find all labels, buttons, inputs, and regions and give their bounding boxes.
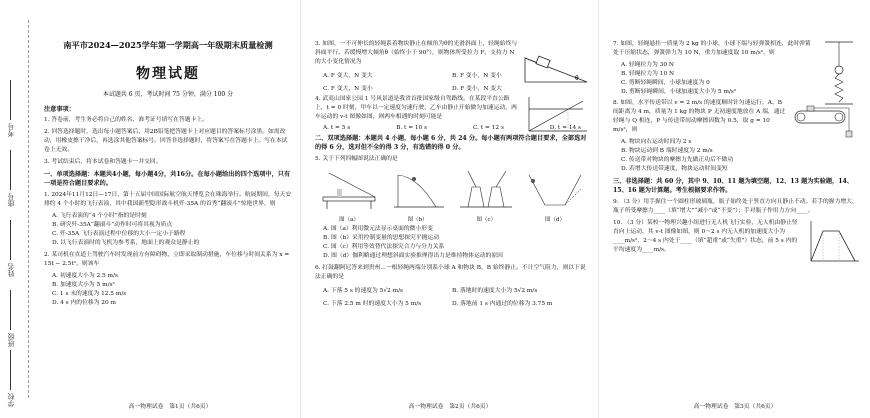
- binding-margin: [0, 0, 40, 418]
- section-1-heading: 一、单项选择题：本题共4小题，每小题4分，共16分。在每小题给出的四个选项中，只有一项是符合题目要求的。: [44, 171, 291, 187]
- note-3: 3. 考试结束后，将本试卷和答题卡一并交回。: [44, 159, 162, 165]
- binding-field-exam-no: 考号: [6, 80, 20, 137]
- question-2: 2. 某司机在直道上驾驶汽车时发现前方有障碍物，立即采取制动措施，车位移与时间关系为 x = 15t − 2.5t²，则该车: [44, 252, 290, 267]
- note-1: 1. 答卷前，考生务必将自己的姓名、准考证号填写在答题卡上。: [44, 117, 208, 123]
- page-1: [0, 0, 300, 418]
- question-7: 7. 如图，轻绳悬挂一质量为 2 kg 的小球，小球下端与轻弹簧相连，此时弹簧处于压缩状态，弹簧弹力为 10 N，重力加速度取 10 m/s²，则: [613, 41, 811, 56]
- q7-option-d: D. 剪断轻绳瞬间，小球加速度大小为 5 m/s²: [621, 89, 737, 95]
- q7-option-b: B. 轻绳拉力为 10 N: [621, 71, 675, 77]
- exam-meta: 本试题共 6 页，考试时间 75 分钟，满分 100 分: [102, 91, 234, 98]
- q6-option-c: C. 下落 2.5 m 时的速度大小为 5 m/s: [323, 301, 422, 307]
- figure-d-label: 图（d）: [544, 217, 565, 223]
- question-10: 10. （3 分）某校一物理兴趣小组进行无人机飞行实验，无人机由静止竖直向上运动，其 v-t 图像如图，则 0～2 s 内无人机的加速度大小为____m/s²，2～4 s 内处于____（填“超重”或“失重”）状态，前 5 s 内的平均速度为____m/s。: [613, 220, 798, 253]
- incline-figure: [523, 50, 589, 84]
- page-2-content: [315, 40, 589, 309]
- page-3-content: [613, 40, 861, 258]
- figure-b-label: 图（b）: [407, 217, 428, 223]
- q6-options: [323, 285, 581, 307]
- q2-option-a: A. 初速度大小为 2.5 m/s: [52, 273, 118, 279]
- figure-b-drawing: [388, 167, 448, 211]
- notes-title: 注意事项：: [44, 106, 75, 113]
- section-2-heading: 二、双项选择题：本题共 4 小题，每小题 6 分，共 24 分。每小题有两项符合题目要求，全部选对的得 6 分，选对但不全的得 3 分，有选错的得 0 分。: [315, 135, 587, 151]
- page-3: [598, 0, 870, 418]
- q5-option-d: D. 图（d）伽利略通过理想斜面实验推理得出力是维持物体运动的原因: [323, 253, 503, 259]
- q4-option-b: B. t = 10 s: [396, 125, 428, 131]
- q4-option-c: C. t = 12 s: [472, 125, 504, 131]
- q2-option-d: D. 4 s 内的位移为 20 m: [52, 300, 117, 306]
- figure-c: [456, 167, 516, 223]
- q5-option-b: B. 图（b）采用控制变量的思想探究平抛运动: [323, 235, 440, 241]
- q1-option-d: D. 以飞行表演时的飞机为参考系，地面上的观众是静止的: [52, 240, 200, 246]
- figure-a-drawing: [319, 167, 379, 211]
- binding-field-class: 班级: [6, 290, 20, 347]
- q5-option-a: A. 图（a）利用微元法显示桌面的微小形变: [323, 226, 433, 232]
- q2-option-b: B. 加速度大小为 5 m/s²: [52, 282, 115, 288]
- question-1: 1. 2024年11月12日—17日，第十五届中国国际航空航天博览会在珠海举行。航展期间，每天安排约 4 个小时的飞行表演，其中我国新型隐形战斗机歼-35A 的首秀“翻滚斗”惊艳世界，则: [44, 192, 292, 207]
- q3-option-a: A. F 变大，N 变大: [323, 73, 373, 79]
- q8-option-b: B. 物块运动到 B 端时速度为 2 m/s: [621, 148, 713, 154]
- page-3-footer: 高一物理试卷 第3页（共6页）: [693, 404, 777, 410]
- figure-b: [388, 167, 448, 223]
- q4-option-a: A. t = 5 s: [323, 125, 351, 131]
- q8-option-c: C. 传送带对物块的摩擦力先做正功后不做功: [621, 157, 734, 163]
- q1-option-c: C. 歼-35A 飞行表演过程中位移的大小一定小于路程: [52, 231, 186, 237]
- page-1-footer: 高一物理试卷 第1页（共6页）: [128, 404, 212, 410]
- page-2: [300, 0, 599, 418]
- binding-field-seat-no: 座号: [6, 150, 20, 207]
- q7-option-a: A. 轻绳拉力为 30 N: [621, 62, 674, 68]
- q4-option-d: D. t = 14 s: [549, 125, 581, 131]
- q8-option-d: D. 若增大传送带速度，物块运动时间变短: [621, 166, 728, 172]
- page-2-footer: 高一物理试卷 第2页（共6页）: [408, 404, 492, 410]
- binding-field-school: 学校: [6, 350, 20, 407]
- figure-d: [525, 167, 585, 223]
- question-4: 4. 武夷山国家公园 1 号风景道是我省首批国家级自驾路线。在某段平直公路上，t = 0 时刻，甲车以一定速度匀速行驶，乙车由静止开始做匀加速运动，两车运动的 v-t 图像如图，则两车相遇的时刻可能是: [315, 96, 517, 120]
- page-1-content: [44, 40, 292, 308]
- q7-option-c: C. 剪断轻绳瞬间，小球加速度为 0: [621, 80, 710, 86]
- question-9: 9. （3 分）用手握住一个圆柱形玻璃瓶，瓶子始终处于竖直方向且静止不动。若手的握力增大，瓶子所受摩擦力____（填“增大”“减小”或“不变”）；手对瓶子作用力方向____。: [613, 199, 858, 214]
- exam-header: 南平市2024—2025学年第一学期高一年级期末质量检测: [63, 40, 273, 50]
- svg-text:θ: θ: [575, 75, 579, 82]
- q6-option-a: A. 下落 5 s 的速度为 5√2 m/s: [323, 288, 404, 294]
- binding-line: [28, 20, 29, 398]
- q3-option-d: D. F 变小，N 变大: [452, 86, 502, 92]
- figure-d-drawing: [525, 167, 585, 211]
- q8-option-a: A. 物块向右运动时间为 2 s: [621, 139, 692, 145]
- q2-option-c: C. 1 s 末的速度为 12.5 m/s: [52, 291, 127, 297]
- q3-option-b: B. F 变小，N 变小: [452, 73, 502, 79]
- figure-c-label: 图（c）: [476, 217, 497, 223]
- figure-c-drawing: [456, 167, 516, 211]
- question-8: 8. 如图，水平传送带以 v = 2 m/s 的速度顺时针匀速运行，A、B 间距离为 4 m，质量为 1 kg 的物块 P 无初速度地放在 A 端，通过轻绳与 Q 相连，P 与传送带间动摩擦因数为 0.5，取 g = 10 m/s²，则: [613, 100, 786, 133]
- drone-vt-figure: [803, 219, 861, 265]
- q6-option-b: B. 落地时的速度大小为 5√2 m/s: [452, 288, 538, 294]
- figure-a-label: 图（a）: [339, 217, 359, 223]
- exam-subject: 物理试题: [136, 66, 200, 82]
- question-5: 5. 关于下列四幅图说法正确的是: [315, 156, 398, 162]
- q5-figures: [319, 167, 585, 223]
- figure-a: [319, 167, 379, 223]
- q6-option-d: D. 落地前 1 s 内通过的位移为 3.75 m: [452, 301, 553, 307]
- conveyor-figure: [789, 101, 861, 141]
- q1-option-a: A. 飞行表演的“4 个小时”指的是时刻: [52, 213, 147, 219]
- note-2: 2. 回答选择题时，选出每小题答案后，用2B铅笔把答题卡上对应题目的答案标号涂黑。如需改动，用橡皮擦干净后，再选涂其他答案标号。回答非选择题时，将答案写在答题卡上。写在本试卷上无效。: [44, 129, 288, 153]
- question-6: 6. 打鼓翻阿尼答来到贵州...一根轻绳两端分别系小球 A 和物块 B，B 始终静止。不计空气阻力，则以下说法正确的是: [315, 265, 586, 280]
- q3-option-c: C. F 变大，N 变小: [323, 86, 373, 92]
- q1-option-b: B. 研究歼-35A“翻滚斗”动作时可将其视为质点: [52, 222, 173, 228]
- vt-graph-figure: [523, 95, 589, 135]
- q5-option-c: C. 图（c）利用等效替代法探究合力与分力关系: [323, 244, 445, 250]
- section-3-heading: 三、非选择题：共 60 分，其中 9、10、11 题为填空题，12、13 题为实验题，14、15、16 题为计算题。考生根据要求作答。: [613, 178, 853, 194]
- binding-field-name: 姓名: [6, 220, 20, 277]
- question-3: 3. 如图，一不可伸长的轻绳系着物块静止在倾角为θ的光滑斜面上，轻绳始终与斜面平行。若缓慢增大倾角θ（始终小于 90°），则物体所受拉力 F，支持力 N 的大小变化情况为: [315, 41, 518, 65]
